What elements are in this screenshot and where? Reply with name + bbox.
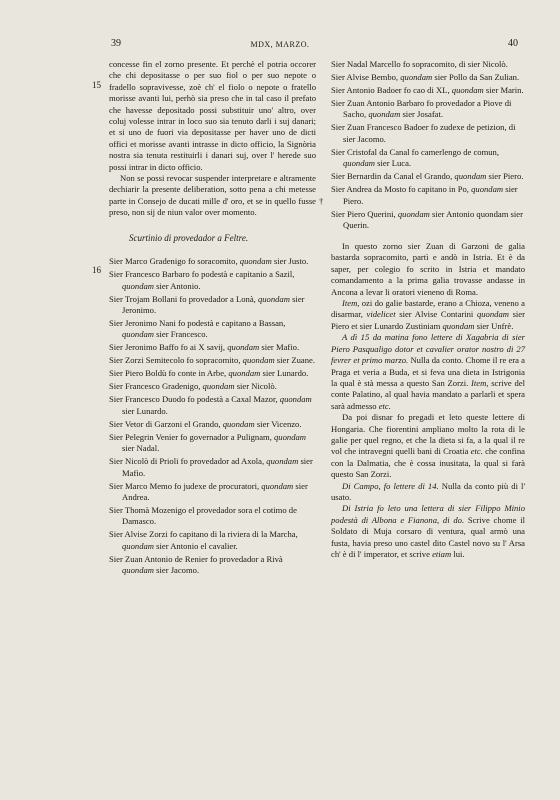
candidate-entry xyxy=(109,529,316,552)
candidate-entry xyxy=(109,505,316,528)
text-run: sier Antonio el cavalier. xyxy=(154,540,238,551)
candidate-entry xyxy=(109,481,316,504)
italic-word: Item, xyxy=(471,377,489,388)
candidate-entry xyxy=(331,98,525,121)
text-run: Sier Alvise Bembo, xyxy=(331,72,401,82)
page-number-right: 40 xyxy=(508,38,518,49)
text-run: Nulla da conto. Chome il re era a Praga et veria a Buda, et si feva una dieta in Istrigonia la qual è stà messa a questo San Zorzi. xyxy=(331,355,525,388)
text-run: sier Antonio. xyxy=(154,280,201,291)
text-run: Da poi disnar fo pregadi et leto queste lettere di Hongaria. Che fiorentini ampliano molto la rota di le galie per quel regno, et che la dieta si fa, a la qual il re vol che intravegni quelli bani di Croatia xyxy=(331,412,525,457)
text-run: Nulla da conto più di l' usato. xyxy=(331,480,525,502)
italic-run: Di Istria fo leto una lettera di sier Filippo Minio podestà di Albona e Fianona, di do. xyxy=(331,503,525,525)
italic-run: Di Campo, fo lettere di 14. xyxy=(342,480,439,491)
italic-word: quondam xyxy=(451,85,484,95)
text-run: sier Andrea. xyxy=(122,480,308,502)
text-run: sier Alvise Contarini xyxy=(395,309,477,320)
text-run: Sier Cristofal da Canal fo camerlengo de comun, xyxy=(331,146,500,157)
text-run: sier Piero. xyxy=(486,171,524,182)
candidate-entry xyxy=(109,318,316,341)
text-run: sier Josafat. xyxy=(400,109,444,120)
text-run: Sier Nadal Marcello fo sopracomito, di sier Nicolò. xyxy=(331,59,508,69)
paragraph xyxy=(331,481,525,504)
text-run: sier Piero et sier Lunardo Zustiniam xyxy=(331,309,525,331)
text-run: Sier Piero Querini, xyxy=(331,208,398,219)
text-run: Sier Francesco Duodo fo podestà a Caxal Mazor, xyxy=(109,394,280,405)
text-run: Sier Francesco Barbaro fo podestà e capitanio a Sazil, xyxy=(109,269,295,280)
candidate-list xyxy=(319,59,525,231)
candidate-entry xyxy=(109,368,316,379)
italic-word: quondam xyxy=(122,329,154,340)
italic-word: videlicet xyxy=(366,309,396,320)
italic-word: quondam xyxy=(228,368,261,379)
text-run: sier Mafio. xyxy=(259,342,300,353)
paragraph: concesse fin el zorno presente. Et perchè el potria occorer che chi depositasse o per suo fiol o per suo nepote o fradello sopravivesse, zoè ch' el fiolo o nepote o fratello morisse avanti lui, perhò sia preso che in tal caso il prefato che havesse depositado possi substituir uno' altro, over coluj volesse intrar in loco suo sia tenuto darli i suj danari; et si uno de fuori via depositasse per haver uno de dicti offici et morisse avanti intrasse in dicto officio, la Signòria nostra sia tenuta restituirli i danari suj, over l' herede suo possi intrar in dicto officio. xyxy=(109,59,316,172)
candidate-entry xyxy=(319,184,525,207)
text-run: sier Zuane. xyxy=(274,355,315,366)
text-run: Sier Jeronimo Nani fo podestà e capitano a Bassan, xyxy=(109,317,286,328)
text-run: sier Antonio quondam sier Querin. xyxy=(343,208,523,231)
candidate-entry xyxy=(109,432,316,455)
italic-word: quondam xyxy=(239,256,272,267)
italic-word: quondam xyxy=(257,293,290,304)
text-run: Sier Trojam Bollani fo provedador a Lonà, xyxy=(109,293,258,304)
text-run: Sier Vetor di Garzoni el Grando, xyxy=(109,418,223,429)
candidate-entry xyxy=(109,381,316,392)
italic-word: etc. xyxy=(378,400,391,411)
paragraph xyxy=(331,503,525,560)
candidate-entry xyxy=(109,554,316,577)
text-run: Sier Zorzi Semitecolo fo sopracomito, xyxy=(109,355,243,366)
text-run: Sier Pelegrin Venier fo governador a Pulignam, xyxy=(109,431,274,442)
candidate-entry xyxy=(109,342,316,353)
paragraph xyxy=(331,332,525,412)
text-run: Sier Marco Gradenigo fo soracomito, xyxy=(109,256,240,267)
text-run: scrive del conte Palatino, al qual havia mandato a parlarli et spera sarà admesso xyxy=(331,377,525,411)
text-run: sier Lunardo. xyxy=(122,405,168,416)
text-run: Sier Zuan Francesco Badoer fo zudexe de petizion, di sier Jacomo. xyxy=(331,122,516,144)
text-run: sier Marin. xyxy=(483,85,524,95)
italic-word: quondam xyxy=(343,158,375,169)
text-run: sier Nicolò. xyxy=(234,381,277,392)
running-title: MDX, MARZO. xyxy=(250,40,310,49)
paragraph: In questo zorno sier Zuan di Garzoni de galia bastarda sopracomito, partì e andò in Istria. Et è da saper, per colegio fo scrito in Istria et mandato comandamento a la prima galia trovasse andasse in Ancona a levar li oratori vieneno di Roma. xyxy=(331,241,525,297)
candidate-entry xyxy=(109,394,316,417)
candidate-entry xyxy=(109,419,316,430)
text-run: Sier Andrea da Mosto fo capitano in Po, xyxy=(331,184,472,195)
italic-word: quondam xyxy=(227,342,260,353)
text-run: sier Pollo da San Zulian. xyxy=(432,72,520,82)
paragraph xyxy=(331,298,525,332)
italic-run: A dì 15 da matina fono lettere di Xagabria di sier Piero Pasqualigo dotor et cavalier orator nostro di 27 fevrer et primo marzo. xyxy=(331,332,525,366)
left-column xyxy=(109,59,316,578)
section-heading: Scurtinio di provedador a Feltre. xyxy=(129,232,249,243)
italic-word: quondam xyxy=(242,355,275,366)
text-run: sier Nadal. xyxy=(122,443,160,454)
italic-word: quondam xyxy=(122,280,154,291)
right-column xyxy=(319,59,525,560)
italic-word: quondam xyxy=(397,208,430,219)
text-run: Sier Jeronimo Baffo fo ai X savij, xyxy=(109,342,228,353)
candidate-entry xyxy=(331,59,525,70)
text-run: sier Piero. xyxy=(343,184,518,206)
text-run: Sier Piero Boldù fo conte in Arbe, xyxy=(109,368,229,379)
margin-number-15: 15 xyxy=(92,80,101,90)
candidate-list xyxy=(109,256,316,576)
italic-word: quondam xyxy=(274,431,306,442)
italic-word: quondam xyxy=(471,184,504,195)
italic-word: quondam xyxy=(279,394,312,405)
italic-word: quondam xyxy=(368,109,401,120)
italic-word: quondam xyxy=(400,72,433,82)
italic-word: quondam xyxy=(222,418,255,429)
text-run: sier Vicenzo. xyxy=(254,418,302,429)
italic-word: quondam xyxy=(454,171,487,182)
candidate-entry xyxy=(331,147,525,170)
paragraph xyxy=(331,412,525,480)
text-run: sier Mafio. xyxy=(122,456,313,478)
italic-word: quondam xyxy=(442,320,475,331)
text-run: sier Jeronimo. xyxy=(122,293,305,315)
text-run: sier Unfrè. xyxy=(474,320,514,331)
cross-mark: † xyxy=(319,195,324,206)
text-run: Sier Marco Memo fo judexe de procuratori, xyxy=(109,480,262,491)
margin-number-16: 16 xyxy=(92,265,101,275)
text-run: Sier Francesco Gradenigo, xyxy=(109,381,203,392)
text-run: lui. xyxy=(451,549,465,559)
candidate-entry xyxy=(331,85,525,96)
text-run: sier Justo. xyxy=(271,256,309,267)
page-number-left: 39 xyxy=(111,38,121,49)
italic-word: etiam xyxy=(432,549,452,559)
italic-word: Item, xyxy=(342,298,360,309)
italic-word: quondam xyxy=(476,309,509,320)
text-run: Sier Antonio Badoer fo cao di XL, xyxy=(331,85,452,95)
candidate-entry xyxy=(331,171,525,182)
text-run: Sier Nicolò di Prioli fo provedador ad Axola, xyxy=(109,456,267,467)
italic-word: quondam xyxy=(122,540,154,551)
candidate-entry xyxy=(331,122,525,145)
text-run: sier Jacomo. xyxy=(154,565,200,576)
paragraph: Non se possi revocar suspender interpretare e altramente dechiarir la presente deliberation, sotto pena a chi metesse parte in Consejo de ducati mille d' oro, et se in quello fusse preso, non sij de niun valor over momento. xyxy=(109,173,316,218)
text-run: Sier Bernardin da Canal el Grando, xyxy=(331,171,455,182)
candidate-entry xyxy=(331,209,525,232)
text-run: sier Luca. xyxy=(375,158,412,169)
text-run: Scrive chome il Soldato di Muja corsaro di ventura, qual armò una fusta, havia preso uno castel dito Castel novo su l' Arsa ch' è di l' imperator, et scrive xyxy=(331,514,525,559)
italic-word: quondam xyxy=(202,381,235,392)
candidate-entry xyxy=(109,269,316,292)
text-run: Sier Alvise Zorzi fo capitano di la riviera di la Marcha, xyxy=(109,529,298,540)
candidate-entry xyxy=(109,355,316,366)
text-run: ozi do galie bastarde, erano a Chioza, veneno a disarmar, xyxy=(331,298,525,320)
text-run: Sier Thomà Mozenigo el provedador sora el cotimo de Damasco. xyxy=(109,504,297,527)
candidate-entry xyxy=(109,256,316,267)
text-run: Sier Zuan Antonio de Renier fo provedador a Rivà xyxy=(109,553,283,564)
italic-word: etc. xyxy=(470,446,483,457)
italic-word: quondam xyxy=(261,480,294,491)
italic-word: quondam xyxy=(266,456,299,467)
candidate-entry xyxy=(109,294,316,317)
italic-word: quondam xyxy=(122,565,154,576)
text-run: che confina con la Dalmatia, che è cossa inusitata, la qual si farà questo San Zorzi. xyxy=(331,446,525,480)
text-run: Sier Zuan Antonio Barbaro fo provedador a Piove di Sacho, xyxy=(331,98,512,120)
text-run: sier Francesco. xyxy=(154,329,208,340)
candidate-entry xyxy=(331,72,525,83)
text-run: sier Lunardo. xyxy=(260,368,309,379)
candidate-entry xyxy=(109,456,316,479)
